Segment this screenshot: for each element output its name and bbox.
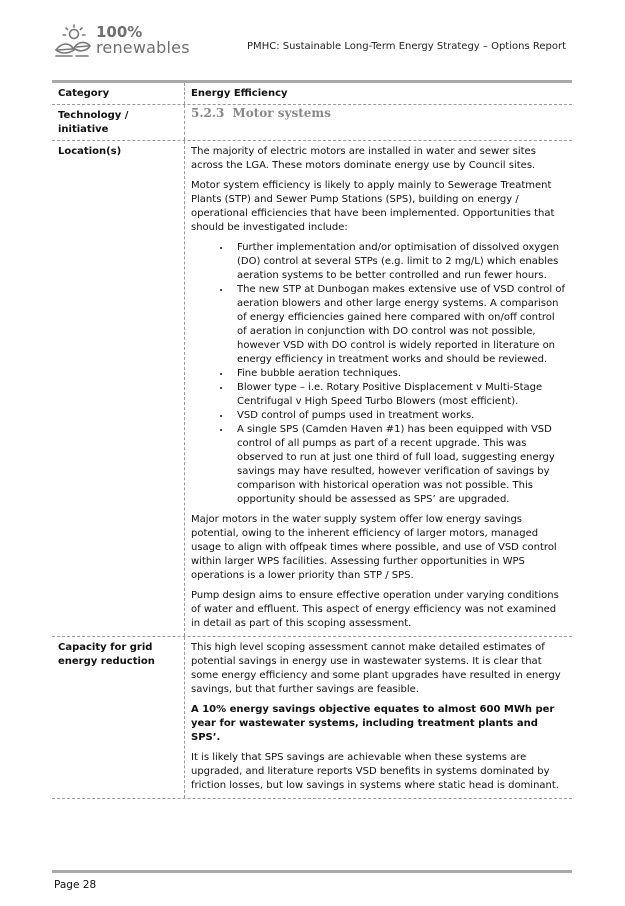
footer-divider: [52, 870, 572, 873]
list-item: • The new STP at Dunbogan makes extensive use of VSD control of aeration blowers and other large energy systems. A comparison of energy efficiencies gained here compared with on/off control of aeration in conjunction with DO control was not possible, however VSD with DO control is widely reported in literature on energy efficiency in treatment works and should be reviewed.: [231, 283, 566, 367]
location-paragraph-3: Major motors in the water supply system offer low energy savings potential, owing to the inherent efficiency of larger motors, managed usage to align with offpeak times where possible, and use of VSD control within larger WPS facilities. Assessing further opportunities in WPS operations is a lower priority than STP / SPS.: [191, 514, 557, 581]
logo: [52, 24, 192, 60]
opportunities-list: [191, 241, 566, 507]
capacity-paragraph-1: This high level scoping assessment cannot make detailed estimates of potential savings in energy use in wastewater systems. It is clear that some energy efficiency and some plant upgrades have resulted in energy savings, but that further savings are feasible.: [191, 642, 561, 695]
list-item: • Blower type – i.e. Rotary Positive Displacement v Multi-Stage Centrifugal v High Speed Turbo Blowers (most efficient).: [231, 381, 566, 409]
list-item: • Fine bubble aeration techniques.: [231, 367, 566, 381]
category-value: Energy Efficiency: [191, 88, 288, 99]
table-row-capacity: [52, 637, 572, 799]
section-heading: [185, 105, 572, 140]
capacity-label: Capacity for grid energy reduction: [52, 637, 185, 798]
capacity-content: [185, 637, 572, 798]
logo-text-bottom: renewables: [96, 38, 190, 57]
page-header: [52, 24, 572, 60]
sun-leaf-logo-icon: [52, 24, 92, 60]
location-content: [185, 141, 572, 636]
list-item: • Further implementation and/or optimisation of dissolved oxygen (DO) control at several STPs (e.g. limit to 2 mg/L) which enables aeration systems to be better controlled and run fewer hours.: [231, 241, 566, 283]
capacity-paragraph-2: A 10% energy savings objective equates to almost 600 MWh per year for wastewater systems, including treatment plants and SPS’.: [191, 704, 555, 743]
section-number: 5.2.3: [191, 106, 225, 120]
report-title: PMHC: Sustainable Long-Term Energy Strategy – Options Report: [247, 41, 566, 52]
location-paragraph-2: Motor system efficiency is likely to apply mainly to Sewerage Treatment Plants (STP) and Sewer Pump Stations (SPS), building on energy / operational efficiencies that have been implemented. Opportunities that should be investigated include:: [191, 180, 555, 233]
technology-label: Technology / initiative: [52, 105, 185, 140]
logo-text-top: 100%: [96, 23, 143, 41]
table-row-location: [52, 141, 572, 637]
location-paragraph-4: Pump design aims to ensure effective operation under varying conditions of water and effluent. This aspect of energy efficiency was not examined in detail as part of this scoping assessment.: [191, 590, 559, 629]
table-row-category: [52, 83, 572, 105]
options-table: [52, 83, 572, 799]
page-number: Page 28: [54, 879, 97, 891]
table-row-technology: [52, 105, 572, 141]
list-item: • A single SPS (Camden Haven #1) has been equipped with VSD control of all pumps as part of a recent upgrade. This was observed to run at just one third of full load, suggesting energy savings may have resulted, however verification of savings by comparison with historical operation was not possible. This opportunity should be assessed as SPS’ are upgraded.: [231, 423, 566, 507]
list-item: • VSD control of pumps used in treatment works.: [231, 409, 566, 423]
category-label: Category: [52, 83, 185, 104]
location-paragraph-1: The majority of electric motors are installed in water and sewer sites across the LGA. These motors dominate energy use by Council sites.: [191, 146, 536, 171]
capacity-paragraph-3: It is likely that SPS savings are achievable when these systems are upgraded, and literature reports VSD benefits in systems dominated by friction losses, but low savings in systems where static head is dominant.: [191, 752, 559, 791]
section-title: Motor systems: [232, 106, 331, 120]
location-label: Location(s): [52, 141, 185, 636]
